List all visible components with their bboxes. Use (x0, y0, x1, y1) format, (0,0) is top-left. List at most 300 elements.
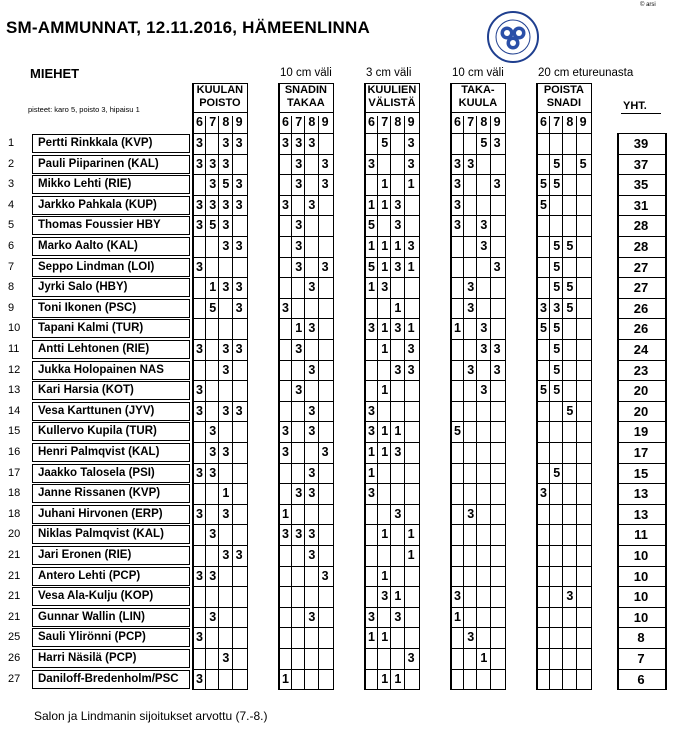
score-cell: 3 (454, 197, 461, 212)
row-rule (617, 689, 665, 690)
score-cell: 3 (493, 362, 501, 377)
score-cell: 3 (493, 177, 501, 192)
column-rule (450, 83, 452, 690)
row-total: 28 (633, 218, 649, 234)
row-rule (192, 154, 248, 155)
score-cell: 5 (553, 239, 561, 253)
header-rule (450, 112, 506, 113)
score-cell: 3 (308, 486, 316, 501)
score-cell: 3 (295, 177, 303, 192)
row-rule (450, 174, 506, 175)
score-cell: 3 (222, 506, 230, 521)
score-cell: 3 (308, 548, 316, 562)
row-rule (192, 524, 248, 525)
score-cell: 3 (196, 506, 203, 521)
column-rule (505, 83, 507, 690)
rank-number: 17 (8, 466, 21, 479)
score-cell: 3 (394, 197, 402, 212)
row-rule (450, 257, 506, 258)
distance-subheader: 8 (480, 115, 488, 129)
row-rule (192, 257, 248, 258)
row-rule (364, 504, 420, 505)
score-cell: 1 (407, 259, 415, 274)
row-rule (536, 360, 592, 361)
row-total: 27 (633, 280, 649, 296)
category-line2: VÄLISTÄ (368, 97, 416, 109)
score-cell: 3 (553, 300, 561, 315)
player-name: Antti Lehtonen (RIE) (32, 340, 190, 359)
row-total: 37 (633, 156, 649, 172)
column-rule (333, 83, 335, 690)
row-rule (278, 318, 334, 319)
row-rule (617, 380, 665, 381)
column-rule (291, 116, 292, 690)
distance-subheader: 6 (540, 115, 547, 129)
score-cell: 1 (381, 383, 389, 398)
row-total: 19 (633, 424, 649, 440)
score-cell: 5 (553, 259, 561, 274)
category-line1: KUULAN (196, 84, 244, 96)
score-cell: 3 (196, 630, 203, 645)
row-total: 20 (633, 403, 649, 419)
score-cell: 1 (381, 527, 389, 542)
row-rule (450, 195, 506, 196)
row-rule (364, 463, 420, 464)
distance-subheader: 6 (196, 115, 203, 129)
score-cell: 1 (394, 424, 402, 439)
player-name: Kari Harsia (KOT) (32, 381, 190, 400)
row-rule (364, 421, 420, 422)
row-rule (278, 174, 334, 175)
header-rule (278, 112, 334, 113)
score-cell: 3 (222, 403, 230, 418)
row-rule (617, 607, 665, 608)
rank-number: 18 (8, 507, 21, 520)
score-cell: 3 (321, 259, 329, 274)
score-cell: 1 (368, 239, 375, 253)
distance-label: 10 cm väli (452, 67, 504, 79)
score-cell: 3 (480, 321, 488, 336)
score-cell: 3 (196, 156, 203, 171)
row-total: 10 (633, 548, 649, 563)
row-rule (192, 442, 248, 443)
rank-number: 21 (8, 610, 21, 623)
row-rule (617, 401, 665, 402)
row-rule (364, 298, 420, 299)
player-name: Jari Eronen (RIE) (32, 546, 190, 565)
score-cell: 3 (196, 403, 203, 418)
row-rule (617, 257, 665, 258)
row-rule (192, 504, 248, 505)
row-rule (617, 195, 665, 196)
row-rule (364, 442, 420, 443)
rank-number: 21 (8, 590, 21, 603)
player-name: Harri Näsilä (PCP) (32, 649, 190, 668)
column-rule (318, 116, 319, 690)
row-rule (450, 607, 506, 608)
row-rule (192, 380, 248, 381)
score-cell: 3 (282, 527, 289, 542)
distance-subheader: 7 (553, 115, 561, 129)
column-rule (562, 116, 563, 690)
score-cell: 5 (381, 136, 389, 150)
player-name: Pauli Piiparinen (KAL) (32, 155, 190, 174)
score-cell: 3 (295, 527, 303, 542)
score-cell: 1 (381, 259, 389, 274)
row-rule (450, 236, 506, 237)
score-cell: 5 (566, 300, 574, 315)
subheader-rule (192, 133, 248, 134)
distance-subheader: 8 (394, 115, 402, 129)
score-cell: 5 (209, 300, 217, 315)
row-rule (192, 648, 248, 649)
row-rule (278, 339, 334, 340)
score-cell: 5 (480, 136, 488, 150)
row-rule (536, 648, 592, 649)
subheader-rule (278, 133, 334, 134)
rank-number: 21 (8, 569, 21, 582)
column-rule (278, 83, 280, 690)
column-rule (549, 116, 550, 690)
scoring-note: pisteet: karo 5, poisto 3, hipaisu 1 (28, 105, 140, 114)
row-rule (536, 215, 592, 216)
score-cell: 3 (308, 197, 316, 212)
score-cell: 1 (407, 527, 415, 542)
distance-subheader: 8 (222, 115, 230, 129)
rank-number: 11 (8, 343, 20, 355)
row-rule (450, 318, 506, 319)
column-rule (536, 83, 538, 690)
rank-number: 12 (8, 363, 21, 376)
row-rule (536, 236, 592, 237)
row-total: 13 (633, 486, 649, 502)
score-cell: 3 (235, 197, 243, 212)
row-total: 26 (633, 321, 649, 337)
score-cell: 3 (209, 465, 217, 480)
score-cell: 3 (454, 589, 461, 604)
score-cell: 3 (282, 197, 289, 212)
total-top-rule (617, 133, 665, 134)
distance-label: 3 cm väli (366, 67, 412, 79)
score-cell: 3 (196, 342, 203, 356)
row-rule (617, 421, 665, 422)
category-line2: KUULA (458, 97, 498, 109)
row-rule (364, 586, 420, 587)
row-rule (278, 566, 334, 567)
row-rule (536, 689, 592, 690)
score-cell: 3 (222, 239, 230, 253)
row-rule (617, 648, 665, 649)
score-cell: 3 (467, 156, 475, 171)
score-cell: 3 (308, 527, 316, 542)
score-cell: 1 (394, 589, 402, 604)
row-rule (278, 504, 334, 505)
score-cell: 3 (467, 630, 475, 645)
row-rule (450, 380, 506, 381)
row-rule (192, 669, 248, 670)
player-name: Jukka Holopainen NAS (32, 361, 190, 380)
row-total: 20 (633, 383, 649, 399)
row-rule (278, 215, 334, 216)
score-cell: 3 (480, 239, 488, 253)
row-total: 17 (633, 445, 649, 460)
category-line1: KUULIEN (367, 84, 417, 96)
category-line1: SNADIN (284, 84, 327, 96)
row-rule (617, 442, 665, 443)
score-cell: 3 (368, 609, 375, 624)
score-cell: 3 (368, 424, 375, 439)
row-rule (536, 380, 592, 381)
row-rule (617, 236, 665, 237)
player-name: Niklas Palmqvist (KAL) (32, 525, 190, 544)
row-rule (364, 318, 420, 319)
score-cell: 1 (407, 321, 415, 336)
row-total: 28 (633, 239, 649, 254)
rank-number: 10 (8, 322, 21, 335)
row-rule (278, 607, 334, 608)
score-cell: 3 (196, 197, 203, 212)
player-name: Daniloff-Bredenholm/PSC (32, 670, 190, 689)
score-cell: 3 (235, 136, 243, 150)
score-cell: 1 (381, 671, 389, 686)
score-cell: 5 (540, 321, 547, 336)
federation-seal-logo (486, 10, 540, 64)
row-rule (617, 627, 665, 628)
rank-number: 9 (8, 301, 15, 314)
row-rule (450, 627, 506, 628)
score-cell: 3 (321, 156, 329, 171)
row-rule (364, 545, 420, 546)
column-rule (390, 116, 391, 690)
row-rule (536, 607, 592, 608)
header-rule (364, 112, 420, 113)
row-rule (536, 504, 592, 505)
row-rule (536, 586, 592, 587)
player-name: Toni Ikonen (PSC) (32, 299, 190, 318)
row-rule (278, 195, 334, 196)
row-rule (450, 669, 506, 670)
score-cell: 3 (196, 465, 203, 480)
row-rule (617, 360, 665, 361)
score-cell: 1 (394, 671, 402, 686)
row-rule (536, 339, 592, 340)
row-rule (364, 669, 420, 670)
column-rule (576, 116, 577, 690)
score-cell: 3 (295, 218, 303, 233)
score-cell: 3 (235, 548, 243, 562)
score-cell: 3 (282, 136, 289, 150)
rank-number: 16 (8, 446, 21, 458)
score-cell: 1 (222, 486, 230, 501)
score-cell: 3 (295, 342, 303, 356)
score-cell: 5 (553, 156, 561, 171)
score-cell: 3 (282, 424, 289, 439)
score-cell: 3 (282, 445, 289, 459)
player-name: Pertti Rinkkala (KVP) (32, 134, 190, 153)
row-total: 27 (633, 259, 649, 275)
row-rule (364, 524, 420, 525)
score-cell: 1 (381, 424, 389, 439)
score-cell: 1 (282, 671, 289, 686)
score-cell: 3 (407, 136, 415, 150)
column-rule (490, 116, 491, 690)
row-rule (192, 339, 248, 340)
row-rule (278, 442, 334, 443)
row-rule (450, 401, 506, 402)
row-rule (278, 277, 334, 278)
row-total: 10 (633, 609, 649, 625)
row-rule (450, 463, 506, 464)
rank-number: 4 (8, 198, 15, 211)
score-cell: 3 (321, 177, 329, 192)
score-cell: 3 (222, 651, 230, 665)
row-rule (192, 277, 248, 278)
row-rule (617, 277, 665, 278)
score-cell: 1 (368, 630, 375, 645)
row-rule (536, 318, 592, 319)
score-cell: 3 (295, 486, 303, 501)
score-cell: 3 (235, 177, 243, 192)
row-rule (192, 627, 248, 628)
row-rule (536, 545, 592, 546)
row-rule (364, 195, 420, 196)
row-total: 13 (633, 506, 649, 522)
row-rule (617, 586, 665, 587)
score-cell: 1 (381, 239, 389, 253)
row-rule (278, 463, 334, 464)
score-cell: 5 (209, 218, 217, 233)
score-cell: 5 (540, 383, 547, 398)
score-cell: 3 (222, 136, 230, 150)
score-cell: 5 (553, 321, 561, 336)
score-cell: 5 (553, 465, 561, 480)
distance-subheader: 6 (454, 115, 461, 129)
score-cell: 3 (209, 197, 217, 212)
row-rule (617, 669, 665, 670)
score-cell: 3 (308, 465, 316, 480)
rank-number: 20 (8, 528, 21, 541)
score-cell: 3 (222, 548, 230, 562)
player-name: Jyrki Salo (HBY) (32, 278, 190, 297)
score-cell: 3 (235, 342, 243, 356)
rank-number: 6 (8, 240, 15, 252)
score-cell: 1 (368, 445, 375, 459)
row-rule (617, 566, 665, 567)
score-cell: 3 (394, 218, 402, 233)
row-total: 8 (637, 630, 645, 646)
score-cell: 3 (566, 589, 574, 604)
score-cell: 3 (295, 259, 303, 274)
section-heading: MIEHET (30, 66, 80, 81)
score-cell: 3 (196, 218, 203, 233)
player-name: Janne Rissanen (KVP) (32, 484, 190, 503)
rank-number: 8 (8, 281, 15, 294)
distance-subheader: 9 (235, 115, 243, 129)
row-rule (450, 504, 506, 505)
score-cell: 3 (295, 136, 303, 150)
row-rule (364, 174, 420, 175)
row-total: 11 (634, 527, 648, 543)
column-rule (404, 116, 405, 690)
score-cell: 5 (368, 259, 375, 274)
score-cell: 5 (566, 280, 574, 295)
score-cell: 3 (540, 300, 547, 315)
row-rule (364, 215, 420, 216)
row-rule (617, 463, 665, 464)
row-rule (192, 174, 248, 175)
score-cell: 3 (454, 218, 461, 233)
column-rule (476, 116, 477, 690)
row-rule (278, 360, 334, 361)
score-cell: 3 (209, 177, 217, 192)
row-rule (192, 298, 248, 299)
row-rule (192, 236, 248, 237)
row-rule (364, 154, 420, 155)
subheader-rule (536, 133, 592, 134)
row-rule (617, 504, 665, 505)
column-rule (377, 116, 378, 690)
row-rule (278, 689, 334, 690)
score-cell: 3 (467, 280, 475, 295)
score-cell: 3 (467, 506, 475, 521)
score-cell: 3 (368, 486, 375, 501)
row-rule (364, 648, 420, 649)
score-cell: 3 (235, 403, 243, 418)
score-cell: 3 (196, 259, 203, 274)
row-rule (450, 648, 506, 649)
row-rule (192, 607, 248, 608)
row-rule (278, 627, 334, 628)
column-rule (232, 116, 233, 690)
score-cell: 1 (295, 321, 303, 336)
header-rule (536, 112, 592, 113)
row-rule (278, 401, 334, 402)
category-header (278, 83, 334, 113)
distance-subheader: 9 (321, 115, 329, 129)
total-rule-left (617, 133, 619, 690)
score-cell: 5 (579, 156, 587, 171)
row-rule (364, 339, 420, 340)
row-rule (278, 154, 334, 155)
score-cell: 3 (407, 362, 415, 377)
row-rule (278, 545, 334, 546)
score-cell: 1 (368, 280, 375, 295)
row-rule (536, 257, 592, 258)
score-cell: 3 (394, 609, 402, 624)
row-total: 15 (633, 465, 649, 481)
score-cell: 3 (368, 321, 375, 336)
score-cell: 3 (209, 568, 217, 583)
score-cell: 5 (553, 280, 561, 295)
category-line2: POISTO (199, 97, 241, 109)
row-rule (450, 442, 506, 443)
row-rule (278, 586, 334, 587)
row-rule (536, 669, 592, 670)
score-cell: 1 (209, 280, 217, 295)
player-name: Jarkko Pahkala (KUP) (32, 196, 190, 215)
row-rule (364, 401, 420, 402)
distance-subheader: 9 (493, 115, 501, 129)
score-cell: 3 (480, 383, 488, 398)
row-total: 35 (633, 177, 649, 193)
category-header (192, 83, 248, 113)
row-total: 7 (637, 651, 645, 666)
row-rule (192, 463, 248, 464)
score-cell: 1 (381, 321, 389, 336)
player-name: Gunnar Wallin (LIN) (32, 608, 190, 627)
total-header-rule (621, 113, 661, 114)
row-rule (536, 401, 592, 402)
